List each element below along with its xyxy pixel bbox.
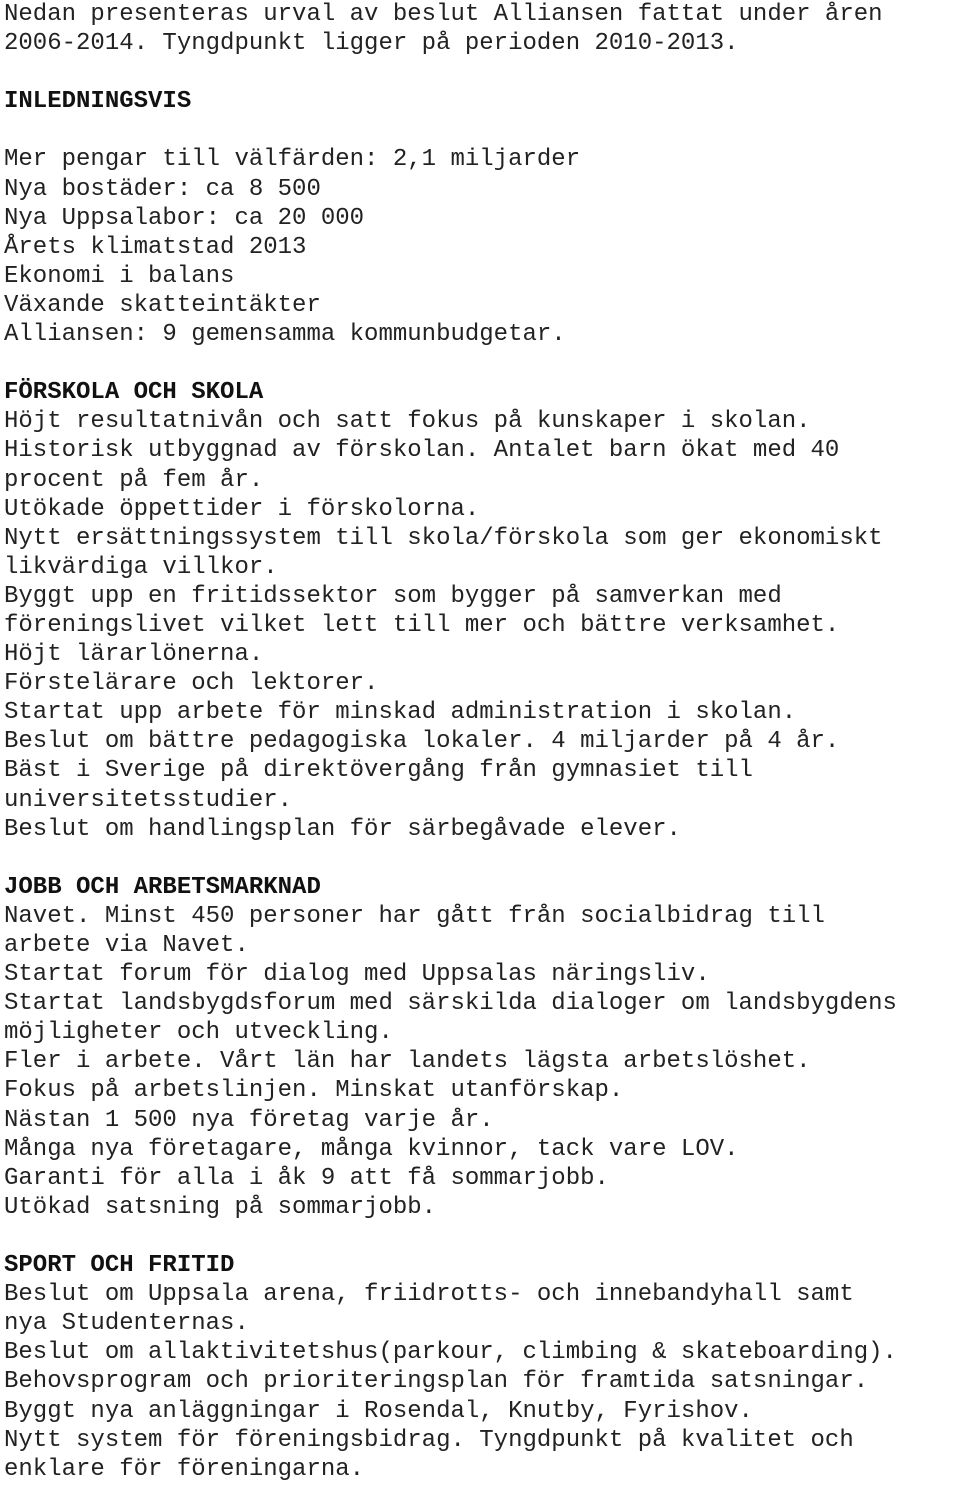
section-line: Alliansen: 9 gemensamma kommunbudgetar.: [4, 321, 566, 349]
section-line: nya Studenternas.: [4, 1310, 249, 1338]
spacer: [4, 1222, 960, 1251]
section-line: Startat landsbygdsforum med särskilda dialoger om landsbygdens: [4, 990, 897, 1018]
section-line: Startat forum för dialog med Uppsalas näringsliv.: [4, 961, 710, 989]
section-line: enklare för föreningarna.: [4, 1455, 365, 1483]
section-line: Fler i arbete. Vårt län har landets lägsta arbetslöshet.: [4, 1048, 811, 1076]
section-line: Bäst i Sverige på direktövergång från gymnasiet till: [4, 757, 753, 785]
section-line: Ekonomi i balans: [4, 262, 235, 290]
section-heading: SPORT OCH FRITID: [4, 1252, 235, 1280]
section-line: Garanti för alla i åk 9 att få sommarjobb.: [4, 1164, 609, 1192]
intro-paragraph: [4, 0, 960, 58]
section-line: universitetsstudier.: [4, 786, 293, 814]
section-heading: INLEDNINGSVIS: [4, 88, 192, 116]
section-line: Nytt system för föreningsbidrag. Tyngdpunkt på kvalitet och: [4, 1426, 854, 1454]
section-line: Beslut om Uppsala arena, friidrotts- och innebandyhall samt: [4, 1281, 854, 1309]
section-line: Beslut om handlingsplan för särbegåvade elever.: [4, 815, 681, 843]
section-line: Nytt ersättningssystem till skola/förskola som ger ekonomiskt: [4, 524, 883, 552]
section-line: Startat upp arbete för minskad administration i skolan.: [4, 699, 797, 727]
section-heading: JOBB OCH ARBETSMARKNAD: [4, 873, 321, 901]
section-line: Växande skatteintäkter: [4, 291, 321, 319]
section-sport-och-fritid: [4, 1251, 960, 1484]
spacer: [4, 58, 960, 87]
spacer: [4, 844, 960, 873]
section-line: Förstelärare och lektorer.: [4, 670, 379, 698]
section-inledningsvis: [4, 87, 960, 349]
section-line: likvärdiga villkor.: [4, 553, 278, 581]
spacer: [4, 349, 960, 378]
section-line: Höjt resultatnivån och satt fokus på kunskaper i skolan.: [4, 408, 811, 436]
section-line: Byggt upp en fritidssektor som bygger på samverkan med: [4, 582, 782, 610]
section-line: Nya bostäder: ca 8 500: [4, 175, 321, 203]
intro-line: 2006-2014. Tyngdpunkt ligger på perioden 2010-2013.: [4, 30, 739, 58]
section-line: föreningslivet vilket lett till mer och bättre verksamhet.: [4, 611, 840, 639]
spacer: [4, 116, 960, 145]
section-forskola-och-skola: [4, 378, 960, 844]
section-line: Beslut om bättre pedagogiska lokaler. 4 miljarder på 4 år.: [4, 728, 840, 756]
section-line: möjligheter och utveckling.: [4, 1019, 393, 1047]
section-line: Nya Uppsalabor: ca 20 000: [4, 204, 365, 232]
section-line: Behovsprogram och prioriteringsplan för framtida satsningar.: [4, 1368, 869, 1396]
section-line: Utökade öppettider i förskolorna.: [4, 495, 480, 523]
section-line: Fokus på arbetslinjen. Minskat utanförskap.: [4, 1077, 624, 1105]
section-line: Byggt nya anläggningar i Rosendal, Knutby, Fyrishov.: [4, 1397, 753, 1425]
section-line: Årets klimatstad 2013: [4, 233, 307, 261]
section-line: Mer pengar till välfärden: 2,1 miljarder: [4, 146, 581, 174]
intro-line: Nedan presenteras urval av beslut Alliansen fattat under åren: [4, 1, 883, 28]
section-line: Nästan 1 500 nya företag varje år.: [4, 1106, 494, 1134]
section-line: Beslut om allaktivitetshus(parkour, climbing & skateboarding).: [4, 1339, 897, 1367]
section-jobb-och-arbetsmarknad: [4, 873, 960, 1222]
section-heading: FÖRSKOLA OCH SKOLA: [4, 379, 264, 407]
section-line: Navet. Minst 450 personer har gått från socialbidrag till: [4, 902, 825, 930]
section-line: Höjt lärarlönerna.: [4, 641, 264, 669]
section-line: Många nya företagare, många kvinnor, tack vare LOV.: [4, 1135, 739, 1163]
section-line: Utökad satsning på sommarjobb.: [4, 1193, 437, 1221]
section-line: Historisk utbyggnad av förskolan. Antalet barn ökat med 40: [4, 437, 840, 465]
section-line: arbete via Navet.: [4, 932, 249, 959]
section-line: procent på fem år.: [4, 466, 264, 494]
